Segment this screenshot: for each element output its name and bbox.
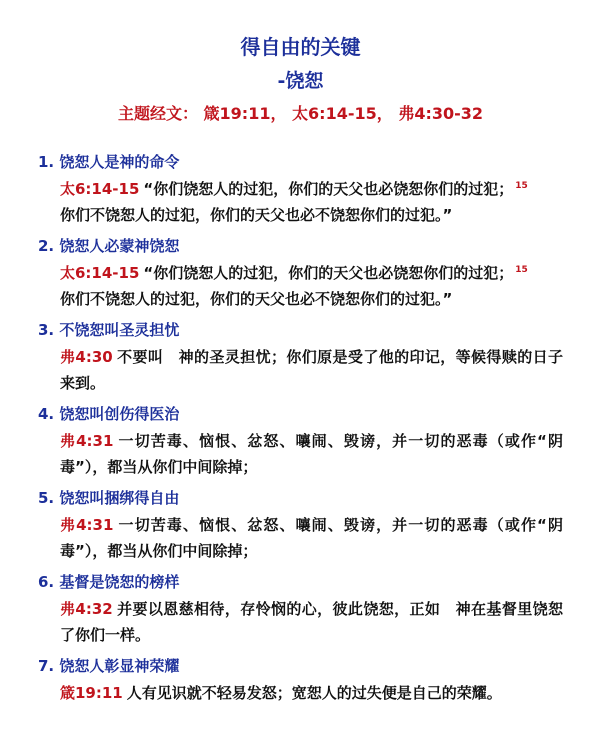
verse-reference: 弗4:31: [60, 516, 114, 534]
point-heading: 7. 饶恕人彰显神荣耀: [38, 657, 180, 675]
point-verse: [60, 428, 563, 480]
point-heading: 2. 饶恕人必蒙神饶恕: [38, 237, 180, 255]
verse-text: 一切苦毒、恼恨、忿怒、嚷闹、毁谤，并一切的恶毒（或作“阴毒”），都当从你们中间除掉；: [60, 516, 563, 560]
point-heading: 1. 饶恕人是神的命令: [38, 153, 180, 171]
points-list: [38, 150, 563, 706]
verse-reference: 箴19:11: [60, 684, 123, 702]
verse-text: 一切苦毒、恼恨、忿怒、嚷闹、毁谤，并一切的恶毒（或作“阴毒”），都当从你们中间除掉；: [60, 432, 563, 476]
verse-reference: 弗4:32: [60, 600, 113, 618]
verse-reference: 弗4:30: [60, 348, 113, 366]
verse-text: 不要叫 神的圣灵担忧；你们原是受了他的印记，等候得赎的日子来到。: [60, 348, 563, 392]
point-item: [38, 654, 563, 706]
verse-text: “你们饶恕人的过犯，你们的天父也必饶恕你们的过犯；: [143, 180, 514, 198]
verse-reference: 弗4:31: [60, 432, 114, 450]
verse-text: 并要以恩慈相待，存怜悯的心，彼此饶恕，正如 神在基督里饶恕了你们一样。: [60, 600, 563, 644]
point-item: [38, 318, 563, 396]
point-heading: 5. 饶恕叫捆绑得自由: [38, 489, 180, 507]
verse-reference: 太6:14-15: [60, 264, 140, 282]
point-verse: [60, 176, 563, 228]
page-subtitle: -饶恕: [277, 70, 324, 92]
point-heading: 4. 饶恕叫创伤得医治: [38, 405, 180, 423]
point-verse: [60, 512, 563, 564]
point-verse: [60, 680, 563, 706]
point-item: [38, 234, 563, 312]
point-item: [38, 402, 563, 480]
point-heading: 6. 基督是饶恕的榜样: [38, 573, 180, 591]
page-title: 得自由的关键: [240, 35, 361, 59]
point-heading: 3. 不饶恕叫圣灵担忧: [38, 321, 180, 339]
point-verse: [60, 260, 563, 312]
verse-text-continued: 你们不饶恕人的过犯，你们的天父也必不饶恕你们的过犯。”: [60, 206, 453, 224]
point-item: [38, 150, 563, 228]
point-item: [38, 570, 563, 648]
point-verse: [60, 344, 563, 396]
verse-text: “你们饶恕人的过犯，你们的天父也必饶恕你们的过犯；: [143, 264, 514, 282]
verse-text: 人有见识就不轻易发怒；宽恕人的过失便是自己的荣耀。: [126, 684, 502, 702]
point-item: [38, 486, 563, 564]
verse-number: 15: [515, 181, 528, 191]
verse-number: 15: [515, 265, 528, 275]
theme-scriptures: 主题经文： 箴19:11， 太6:14-15， 弗4:30-32: [117, 104, 484, 123]
verse-text-continued: 你们不饶恕人的过犯，你们的天父也必不饶恕你们的过犯。”: [60, 290, 453, 308]
point-verse: [60, 596, 563, 648]
verse-reference: 太6:14-15: [60, 180, 140, 198]
